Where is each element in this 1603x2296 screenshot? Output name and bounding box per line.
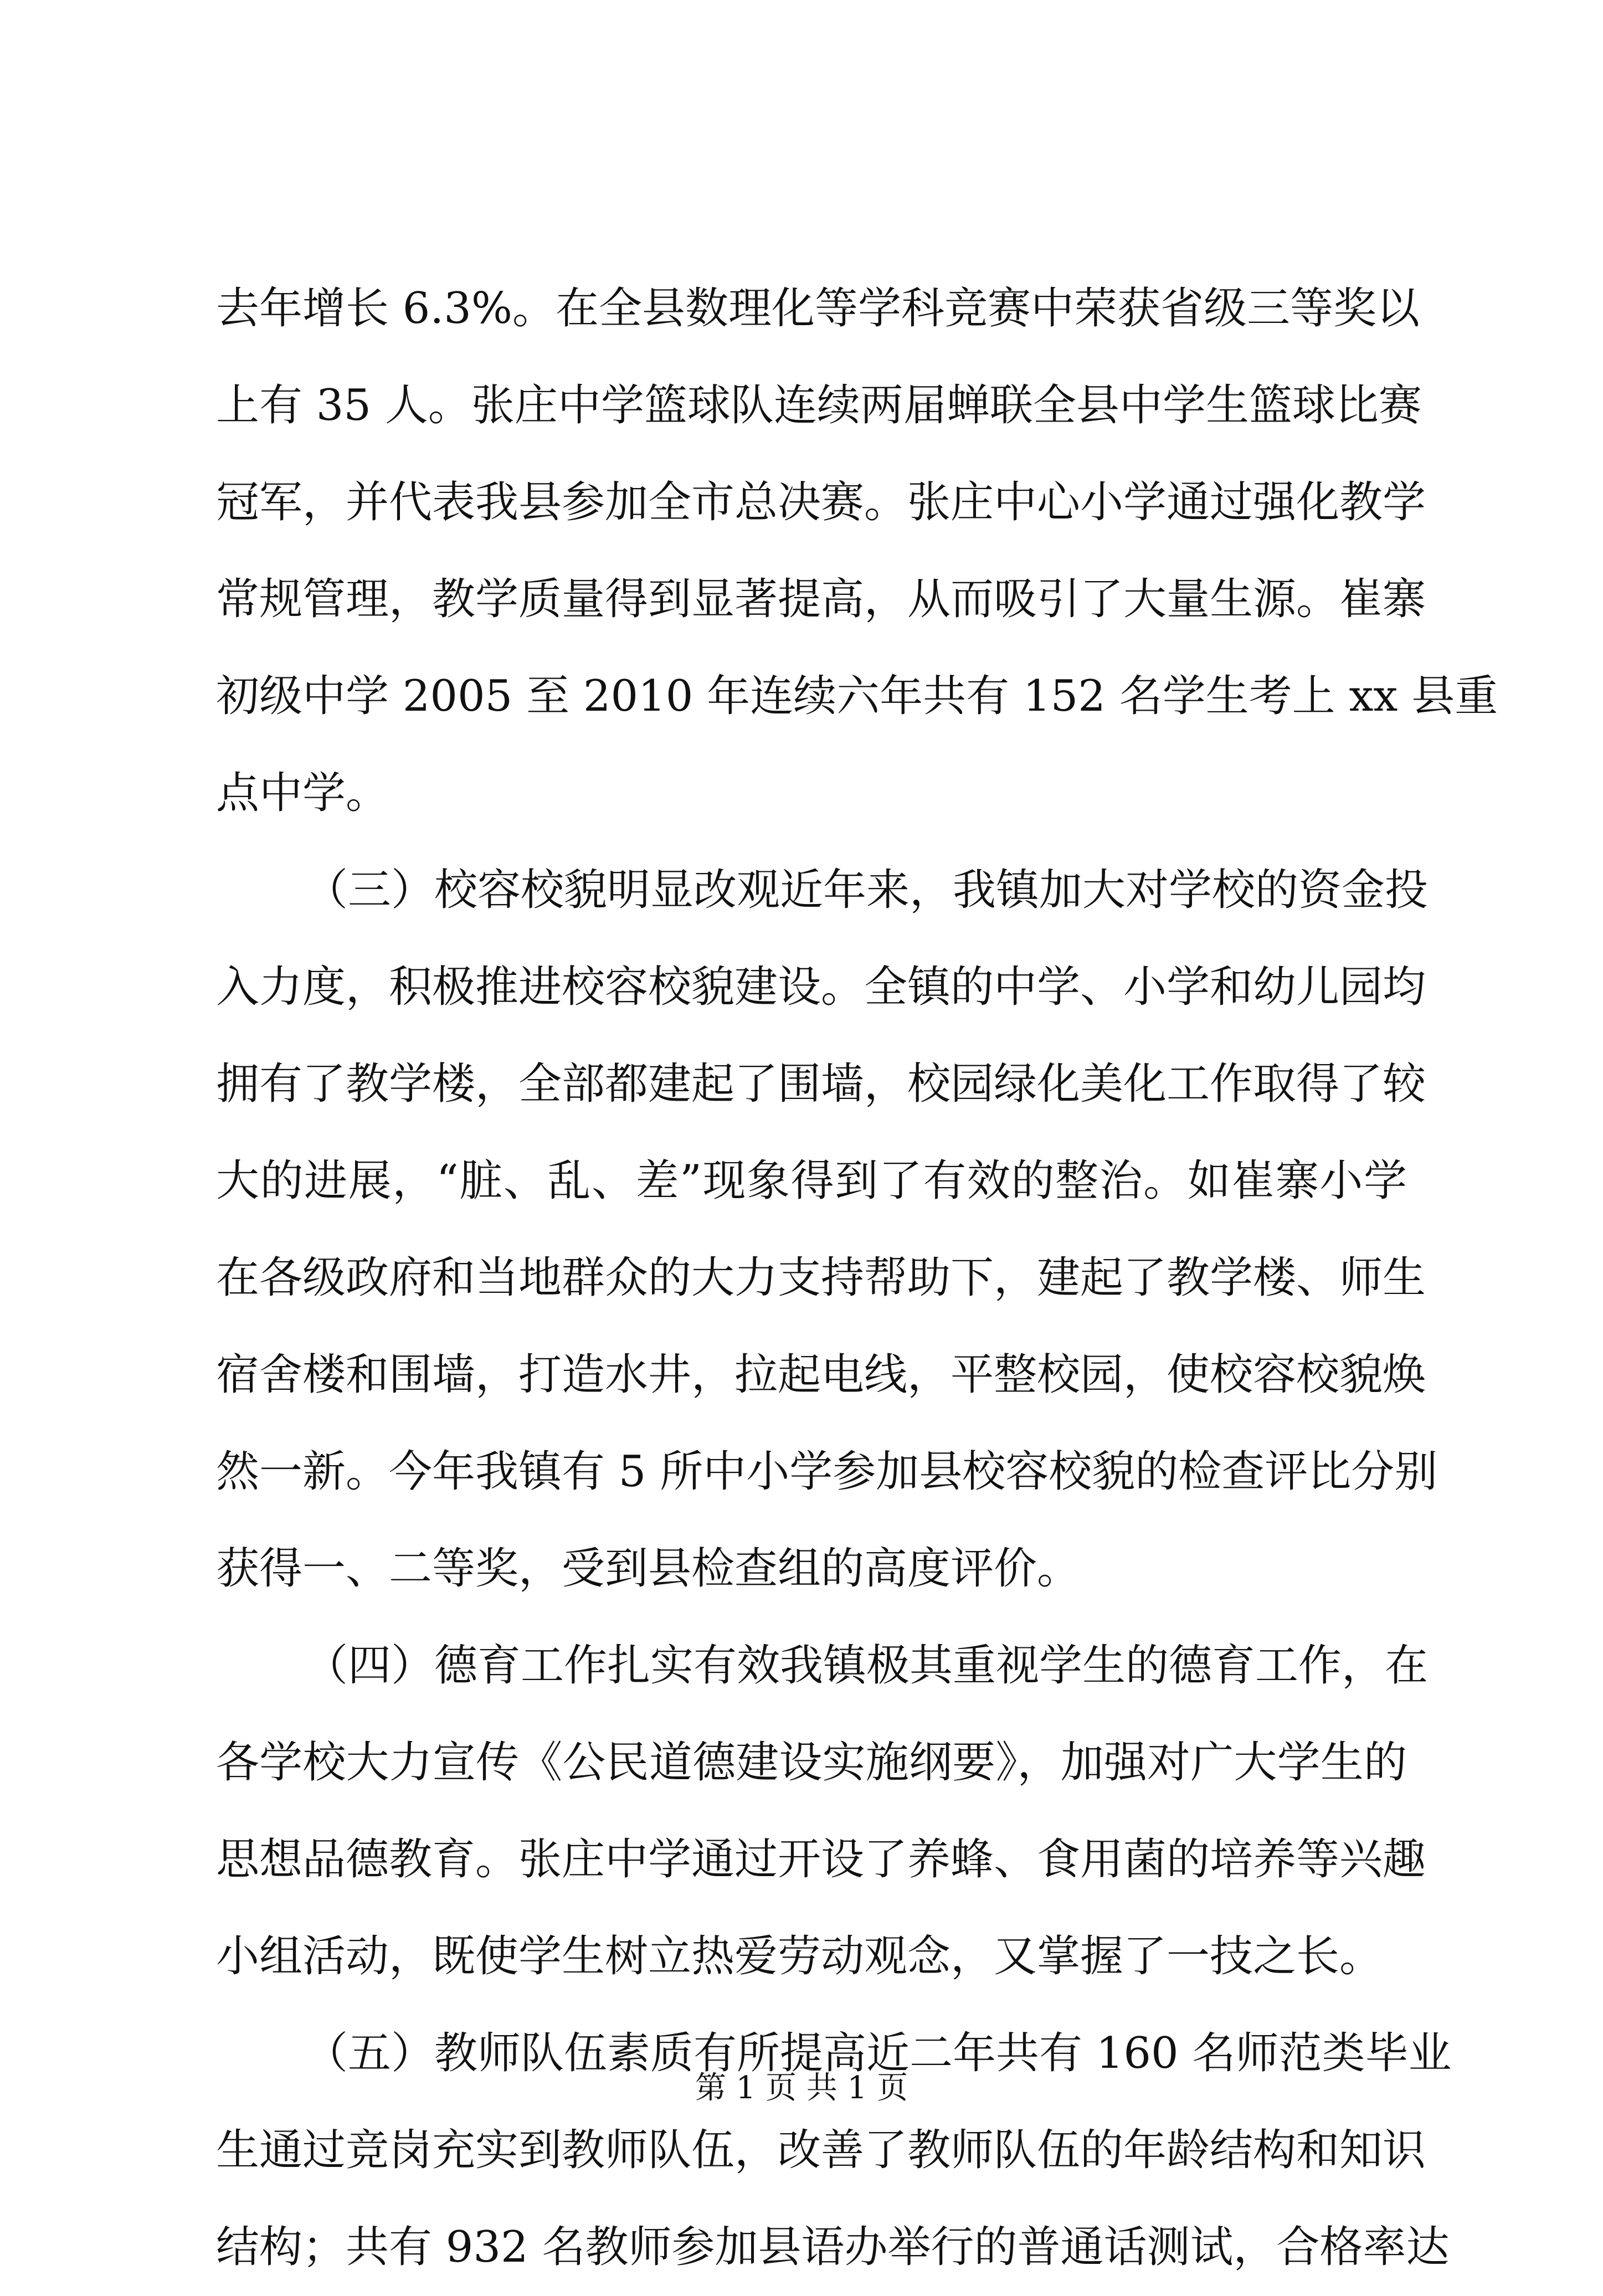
text-line: 思想品德教育。张庄中学通过开设了养蜂、食用菌的培养等兴趣 bbox=[216, 1835, 1426, 1884]
text-line: 在各级政府和当地群众的大力支持帮助下，建起了教学楼、师生 bbox=[216, 1253, 1426, 1303]
text-line: 各学校大力宣传《公民道德建设实施纲要》，加强对广大学生的 bbox=[216, 1738, 1407, 1788]
text-line: （五）教师队伍素质有所提高近二年共有 160 名师范类毕业 bbox=[305, 2028, 1452, 2078]
text-line: 初级中学 2005 至 2010 年连续六年共有 152 名学生考上 xx 县重 bbox=[216, 671, 1498, 721]
page-footer: 第 1 页 共 1 页 bbox=[695, 2070, 908, 2106]
text-line: 冠军，并代表我县参加全市总决赛。张庄中心小学通过强化教学 bbox=[216, 477, 1426, 527]
text-line: 常规管理，教学质量得到显著提高，从而吸引了大量生源。崔寨 bbox=[216, 574, 1426, 624]
text-line: 生通过竞岗充实到教师队伍，改善了教师队伍的年龄结构和知识 bbox=[216, 2125, 1426, 2175]
text-line: 结构；共有 932 名教师参加县语办举行的普通话测试，合格率达 bbox=[216, 2222, 1450, 2272]
body-text bbox=[216, 260, 1498, 2296]
text-line: 宿舍楼和围墙，打造水井，拉起电线，平整校园，使校容校貌焕 bbox=[216, 1350, 1426, 1400]
text-line: 大的进展，“脏、乱、差”现象得到了有效的整治。如崔寨小学 bbox=[216, 1156, 1407, 1206]
text-line: 去年增长 6.3%。在全县数理化等学科竞赛中荣获省级三等奖以 bbox=[216, 284, 1420, 333]
text-line: 小组活动，既使学生树立热爱劳动观念，又掌握了一技之长。 bbox=[216, 1932, 1383, 1981]
text-line: 上有 35 人。张庄中学篮球队连续两届蝉联全县中学生篮球比赛 bbox=[216, 381, 1422, 430]
text-line: （三）校容校貌明显改观近年来，我镇加大对学校的资金投 bbox=[305, 865, 1429, 915]
text-line: 然一新。今年我镇有 5 所中小学参加县校容校貌的检查评比分别 bbox=[216, 1447, 1438, 1497]
text-line: 入力度，积极推进校容校貌建设。全镇的中学、小学和幼儿园均 bbox=[216, 962, 1426, 1012]
text-line: 获得一、二等奖，受到县检查组的高度评价。 bbox=[216, 1544, 1081, 1594]
text-line: 点中学。 bbox=[216, 768, 389, 818]
text-line: （四）德育工作扎实有效我镇极其重视学生的德育工作，在 bbox=[305, 1641, 1429, 1691]
text-line: 拥有了教学楼，全部都建起了围墙，校园绿化美化工作取得了较 bbox=[216, 1059, 1426, 1109]
